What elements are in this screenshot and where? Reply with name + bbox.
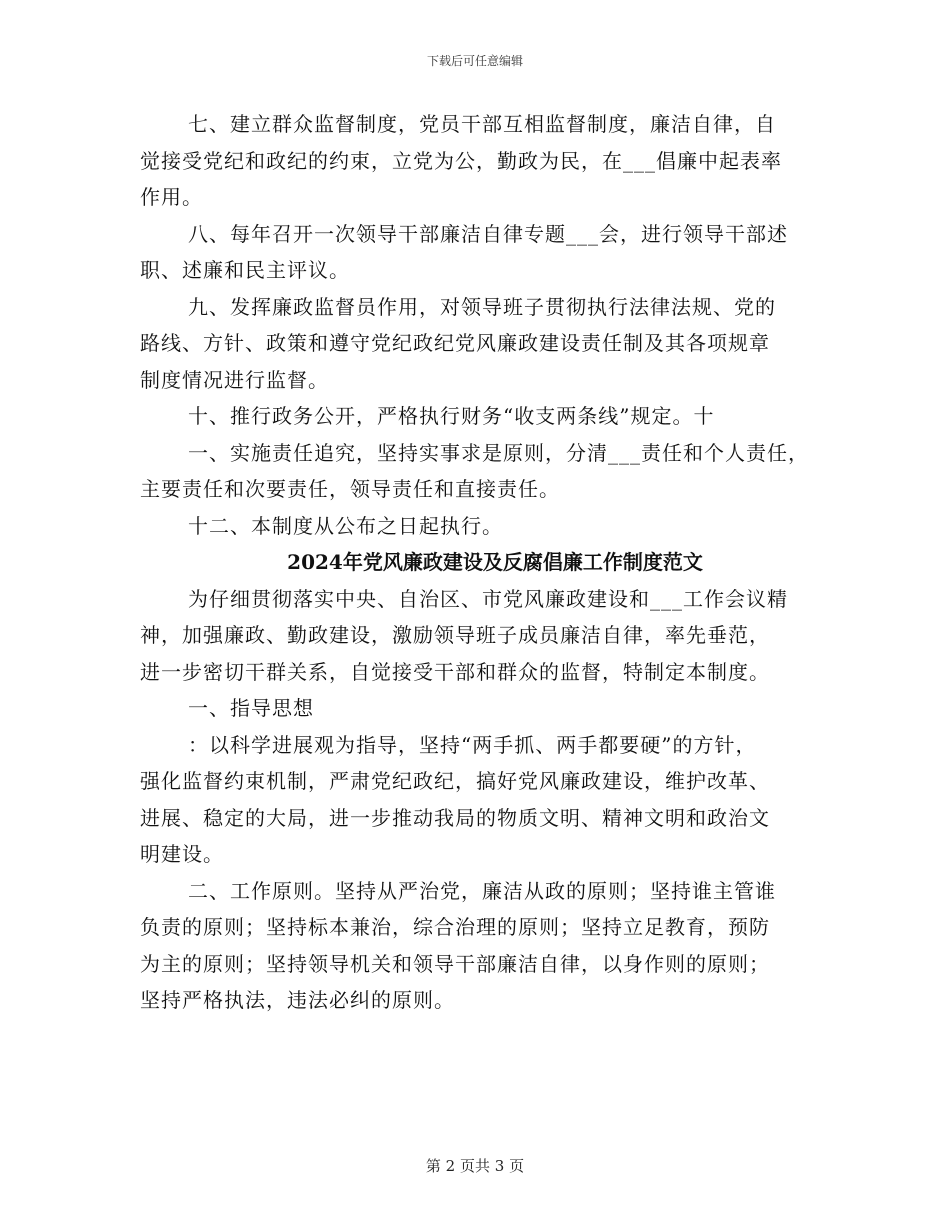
text-line: 职、述廉和民主评议。 <box>140 258 350 282</box>
text-line: 一、指导思想 <box>188 696 314 720</box>
page-header: 下载后可任意编辑 <box>426 54 523 68</box>
document-body <box>140 106 830 1019</box>
text-line: 神，加强廉政、勤政建设，激励领导班子成员廉洁自律，率先垂范， <box>140 623 770 647</box>
text-line: 九、发挥廉政监督员作用，对领导班子贯彻执行法律法规、党的 <box>188 294 776 319</box>
text-line: 为主的原则；坚持领导机关和领导干部廉洁自律，以身作则的原则； <box>140 951 770 976</box>
document-title: 2024年党风廉政建设及反腐倡廉工作制度范文 <box>287 550 703 574</box>
text-line: 十二、本制度从公布之日起执行。 <box>188 513 503 538</box>
text-line: 坚持严格执法，违法必纠的原则。 <box>140 988 455 1012</box>
text-line: 进一步密切干群关系，自觉接受干部和群众的监督，特制定本制度。 <box>140 659 770 684</box>
section-two <box>140 581 830 1019</box>
text-line: 进展、稳定的大局，进一步推动我局的物质文明、精神文明和政治文 <box>140 805 770 830</box>
text-line: 强化监督约束机制，严肃党纪政纪，搞好党风廉政建设，维护改革、 <box>140 769 770 793</box>
text-line: ：以科学进展观为指导，坚持“两手抓、两手都要硬”的方针， <box>188 732 757 757</box>
text-line: 觉接受党纪和政纪的约束，立党为公，勤政为民，在___倡廉中起表率 <box>140 148 782 173</box>
page-footer: 第 2 页共 3 页 <box>425 1157 525 1175</box>
text-line: 作用。 <box>140 185 203 209</box>
section-one <box>140 106 830 544</box>
text-line: 为仔细贯彻落实中央、自治区、市党风廉政建设和___工作会议精 <box>188 586 788 611</box>
text-line: 十、推行政务公开，严格执行财务“收支两条线”规定。十 <box>188 404 715 428</box>
text-line: 主要责任和次要责任，领导责任和直接责任。 <box>140 477 560 501</box>
text-line: 一、实施责任追究，坚持实事求是原则，分清___责任和个人责任， <box>188 440 809 465</box>
text-line: 八、每年召开一次领导干部廉洁自律专题___会，进行领导干部述 <box>188 221 788 246</box>
text-line: 制度情况进行监督。 <box>140 367 329 392</box>
text-line: 二、工作原则。坚持从严治党，廉洁从政的原则；坚持谁主管谁 <box>188 878 776 903</box>
text-line: 七、建立群众监督制度，党员干部互相监督制度，廉洁自律，自 <box>188 112 776 136</box>
text-line: 明建设。 <box>140 842 224 866</box>
text-line: 负责的原则；坚持标本兼治，综合治理的原则；坚持立足教育，预防 <box>140 915 770 939</box>
text-line: 路线、方针、政策和遵守党纪政纪党风廉政建设责任制及其各项规章 <box>140 331 770 355</box>
